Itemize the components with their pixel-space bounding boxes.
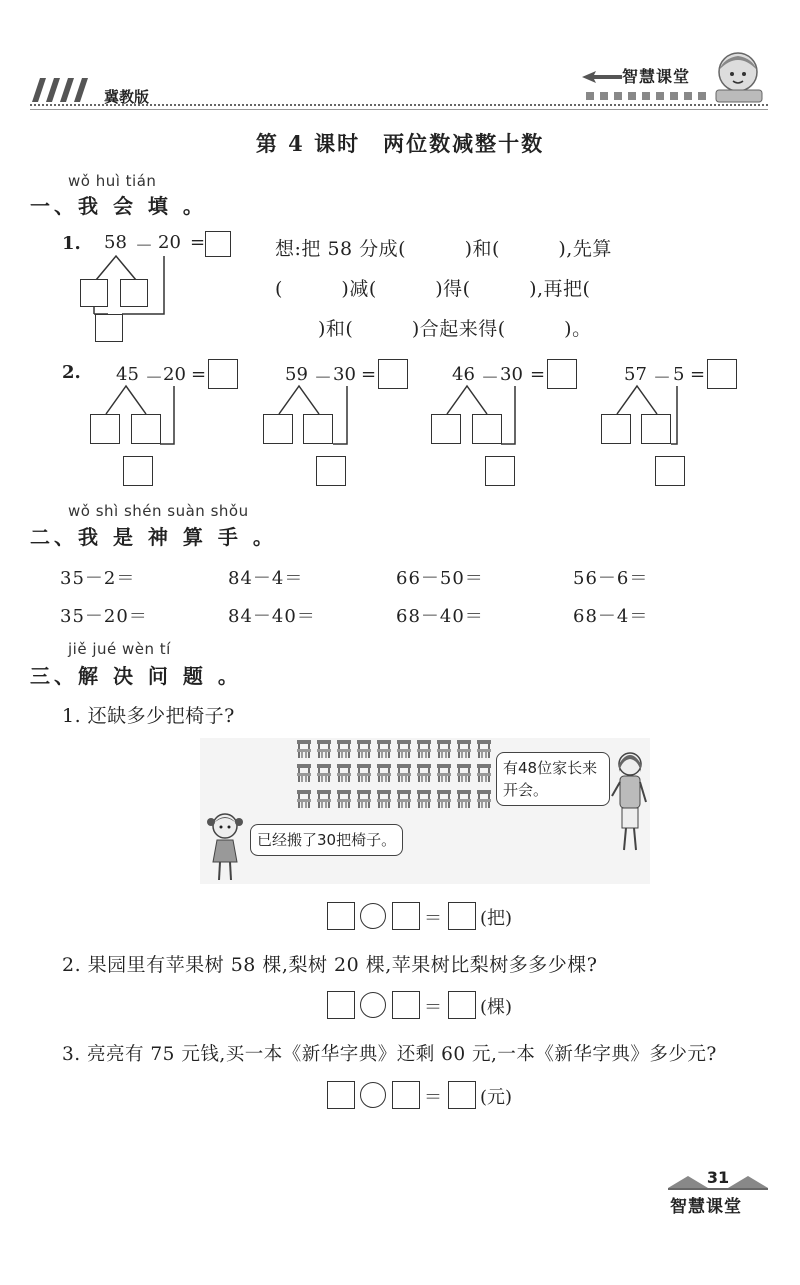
equals-sign: ＝ xyxy=(424,1087,442,1108)
section2-title: 二、我 是 神 算 手 。 xyxy=(30,525,277,549)
edition-label: 冀教版 xyxy=(104,88,150,106)
section1-pinyin: wǒ huì tián xyxy=(68,172,157,190)
problem2-text: 2. 果园里有苹果树 58 棵,梨树 20 棵,苹果树比梨树多多少棵? xyxy=(62,954,598,976)
answer-box[interactable] xyxy=(327,902,355,930)
q2-item-operand-a: 57 xyxy=(624,364,647,385)
operator-circle[interactable] xyxy=(360,1082,386,1108)
q2-item-answer-box[interactable] xyxy=(547,359,577,389)
section3-title: 三、解 决 问 题 。 xyxy=(30,664,242,688)
q1-hint-line1: 想:把 58 分成( )和( ),先算 xyxy=(275,238,612,260)
q1-number: 1. xyxy=(62,233,81,254)
equals-sign: ＝ xyxy=(424,997,442,1018)
q1-split-box-tens[interactable] xyxy=(80,279,108,307)
q2-item-equals: = xyxy=(690,364,706,385)
q2-item-operand-b: 30 xyxy=(333,364,356,385)
q2-item-operand-a: 59 xyxy=(285,364,308,385)
q2-item-operand-b: 20 xyxy=(163,364,186,385)
section3-pinyin: jiě jué wèn tí xyxy=(68,640,171,658)
q2-item-answer-box[interactable] xyxy=(378,359,408,389)
calc-item: 68－4＝ xyxy=(573,606,649,627)
answer-box[interactable] xyxy=(327,991,355,1019)
q2-item-operator: － xyxy=(653,368,671,389)
q2-number: 2. xyxy=(62,362,81,383)
answer-box[interactable] xyxy=(448,991,476,1019)
q2-item-operator: － xyxy=(314,368,332,389)
q2-item-operand-a: 45 xyxy=(116,364,139,385)
parent-speech-bubble: 有48位家长来开会。 xyxy=(496,752,610,806)
girl-icon xyxy=(205,812,247,884)
section2-pinyin: wǒ shì shén suàn shǒu xyxy=(68,502,249,520)
q2-item-result-box[interactable] xyxy=(485,456,515,486)
unit-label: (把) xyxy=(480,908,513,929)
arrow-left-icon xyxy=(582,70,622,84)
woman-icon xyxy=(610,750,652,855)
answer-box[interactable] xyxy=(392,991,420,1019)
q2-item-operator: － xyxy=(145,368,163,389)
q2-item-split-box[interactable] xyxy=(472,414,502,444)
q2-item-operand-b: 30 xyxy=(500,364,523,385)
mascot-girl-icon xyxy=(708,50,770,106)
q2-item-result-box[interactable] xyxy=(123,456,153,486)
q1-operand-a: 58 xyxy=(104,232,127,253)
q1-operator: － xyxy=(135,236,153,257)
q2-item-operator: － xyxy=(481,368,499,389)
q2-item-answer-box[interactable] xyxy=(707,359,737,389)
page-number: 31 xyxy=(706,1168,730,1187)
q2-item-split-box[interactable] xyxy=(90,414,120,444)
q2-item-split-box[interactable] xyxy=(131,414,161,444)
equals-sign: ＝ xyxy=(424,908,442,929)
section1-title: 一、我 会 填 。 xyxy=(30,194,207,218)
q2-item-equals: = xyxy=(530,364,546,385)
footer-brand: 智慧课堂 xyxy=(670,1197,742,1217)
header-block-pattern xyxy=(586,92,706,100)
q2-item-answer-box[interactable] xyxy=(208,359,238,389)
q1-result-box[interactable] xyxy=(95,314,123,342)
answer-box[interactable] xyxy=(327,1081,355,1109)
q2-item-equals: = xyxy=(191,364,207,385)
q2-item-result-box[interactable] xyxy=(316,456,346,486)
q1-equals: = xyxy=(190,232,206,253)
calc-item: 84－4＝ xyxy=(228,568,304,589)
header-rule xyxy=(30,104,768,106)
operator-circle[interactable] xyxy=(360,903,386,929)
lesson-title: 第 4 课时 两位数减整十数 xyxy=(255,131,545,156)
answer-box[interactable] xyxy=(448,1081,476,1109)
problem3-text: 3. 亮亮有 75 元钱,买一本《新华字典》还剩 60 元,一本《新华字典》多少元? xyxy=(62,1044,717,1065)
q1-operand-b: 20 xyxy=(158,232,181,253)
calc-item: 35－2＝ xyxy=(60,568,136,589)
q1-split-box-ones[interactable] xyxy=(120,279,148,307)
q2-item-operand-b: 5 xyxy=(673,364,685,385)
q1-hint-line2: ( )减( )得( ),再把( xyxy=(275,278,591,300)
calc-item: 84－40＝ xyxy=(228,606,316,627)
header-stripes-icon xyxy=(30,76,100,104)
calc-item: 35－20＝ xyxy=(60,606,148,627)
q2-item-equals: = xyxy=(361,364,377,385)
q2-item-split-box[interactable] xyxy=(641,414,671,444)
q1-hint-line3: )和( )合起来得( )。 xyxy=(318,318,592,340)
unit-label: (元) xyxy=(480,1087,513,1108)
calc-item: 66－50＝ xyxy=(396,568,484,589)
header-rule-thin xyxy=(30,109,768,110)
q2-item-split-box[interactable] xyxy=(303,414,333,444)
calc-item: 68－40＝ xyxy=(396,606,484,627)
header-brand: 智慧课堂 xyxy=(622,67,691,86)
answer-box[interactable] xyxy=(448,902,476,930)
answer-box[interactable] xyxy=(392,1081,420,1109)
q2-item-result-box[interactable] xyxy=(655,456,685,486)
q2-item-operand-a: 46 xyxy=(452,364,475,385)
problem1-text: 1. 还缺多少把椅子? xyxy=(62,705,235,727)
q2-item-split-box[interactable] xyxy=(431,414,461,444)
answer-box[interactable] xyxy=(392,902,420,930)
q1-answer-box[interactable] xyxy=(205,231,231,257)
child-speech-bubble: 已经搬了30把椅子。 xyxy=(250,824,403,856)
operator-circle[interactable] xyxy=(360,992,386,1018)
unit-label: (棵) xyxy=(480,997,513,1018)
q2-item-split-box[interactable] xyxy=(601,414,631,444)
q2-item-split-box[interactable] xyxy=(263,414,293,444)
calc-item: 56－6＝ xyxy=(573,568,649,589)
chairs-icon xyxy=(296,738,496,824)
